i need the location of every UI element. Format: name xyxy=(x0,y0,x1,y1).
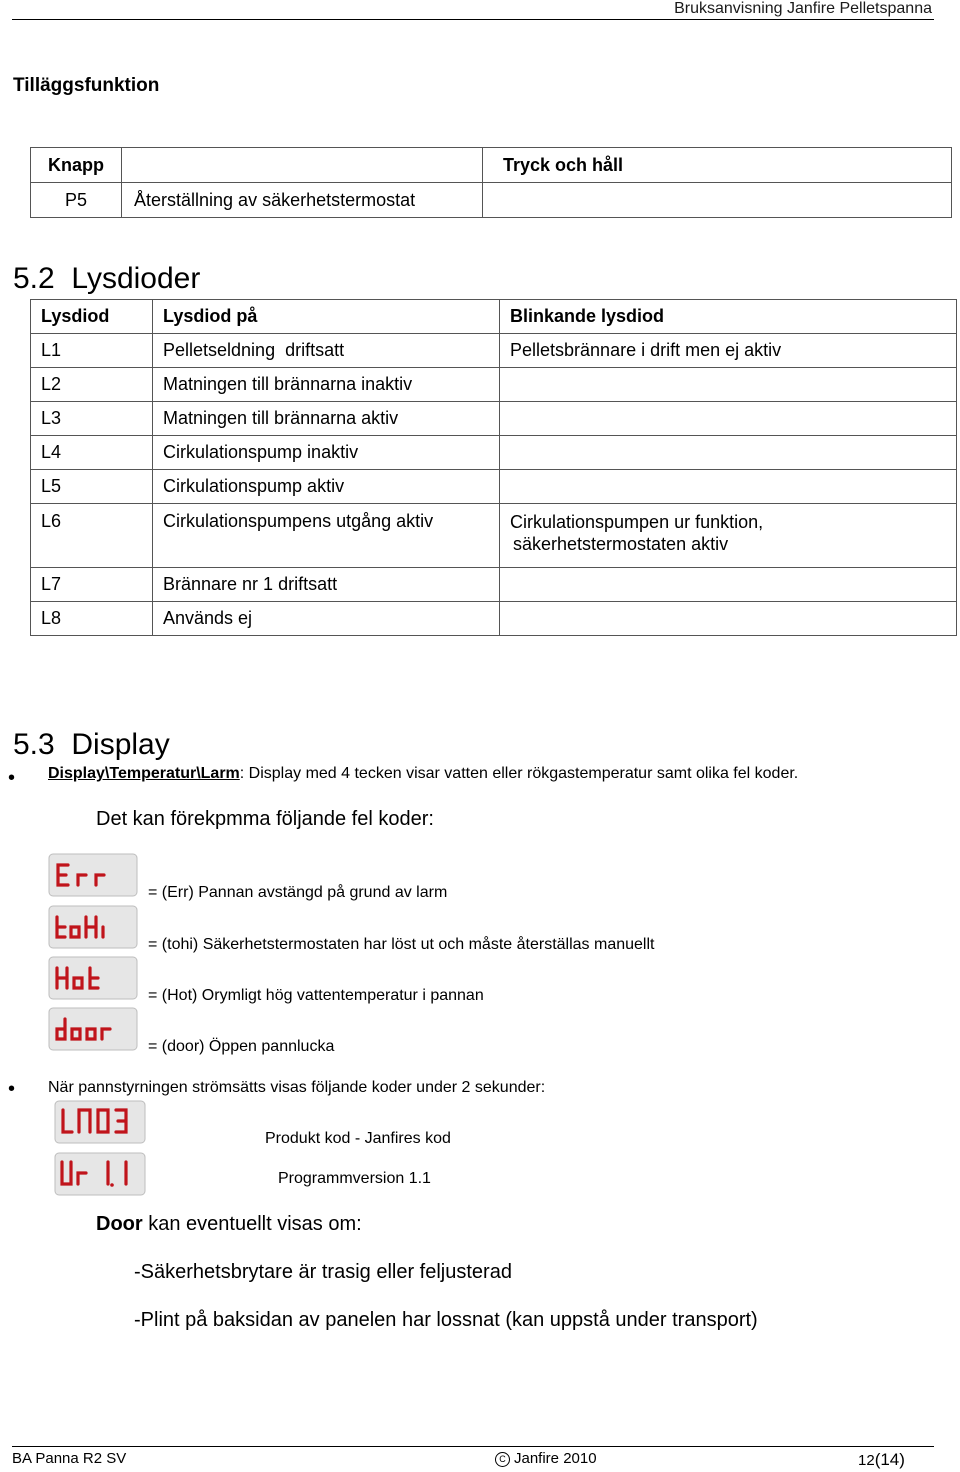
cell-function: Återställning av säkerhetstermostat xyxy=(122,183,483,218)
header-cell-knapp: Knapp xyxy=(31,148,122,183)
cell-led-blink xyxy=(500,436,957,470)
door-intro xyxy=(96,1213,362,1236)
footer-document-id: BA Panna R2 SV xyxy=(12,1450,127,1467)
footer-copyright-text: Janfire 2010 xyxy=(514,1450,597,1467)
table-row xyxy=(31,470,957,504)
cell-led-on: Används ej xyxy=(153,602,500,636)
bullet-icon: • xyxy=(8,767,16,789)
header-cell-blinkande: Blinkande lysdiod xyxy=(500,300,957,334)
cell-led-on: Cirkulationspumpens utgång aktiv xyxy=(153,504,500,568)
section-heading-display: 5.3 Display xyxy=(13,728,170,761)
footer-page-number xyxy=(858,1450,905,1470)
code-desc-door: = (door) Öppen pannlucka xyxy=(148,1038,335,1055)
cell-led-id: L7 xyxy=(31,568,153,602)
cell-led-blink xyxy=(500,504,957,568)
cell-led-blink-line2: säkerhetstermostaten aktiv xyxy=(513,534,729,554)
extra-function-title: Tilläggsfunktion xyxy=(13,75,160,96)
cell-led-blink xyxy=(500,368,957,402)
display-description xyxy=(48,765,798,783)
footer-rule xyxy=(12,1446,934,1447)
display-ln03-icon xyxy=(54,1100,146,1144)
display-vr11-icon xyxy=(54,1152,146,1196)
cell-led-id: L2 xyxy=(31,368,153,402)
cell-led-blink xyxy=(500,568,957,602)
cell-led-blink xyxy=(500,402,957,436)
bullet-icon: • xyxy=(8,1078,16,1100)
table-row xyxy=(31,602,957,636)
cell-led-on: Cirkulationspump inaktiv xyxy=(153,436,500,470)
footer-copyright xyxy=(495,1450,597,1467)
page-current: 12 xyxy=(858,1452,875,1469)
extra-function-table xyxy=(30,147,952,218)
header-cell-tryck: Tryck och håll xyxy=(483,148,952,183)
cell-led-on: Matningen till brännarna aktiv xyxy=(153,402,500,436)
power-on-description: När pannstyrningen strömsätts visas följande koder under 2 sekunder: xyxy=(48,1079,546,1096)
door-intro-rest: kan eventuellt visas om: xyxy=(142,1213,362,1235)
table-row xyxy=(31,568,957,602)
product-code-desc: Produkt kod - Janfires kod xyxy=(265,1130,451,1147)
header-cell-lysdiod: Lysdiod xyxy=(31,300,153,334)
section-heading-lysdioder: 5.2 Lysdioder xyxy=(13,262,201,295)
cell-led-blink xyxy=(500,470,957,504)
table-row xyxy=(31,436,957,470)
display-tohi-icon xyxy=(48,905,138,949)
door-cause-item: -Plint på baksidan av panelen har lossnat (kan uppstå under transport) xyxy=(134,1309,758,1331)
table-row xyxy=(31,334,957,368)
cell-led-on: Matningen till brännarna inaktiv xyxy=(153,368,500,402)
cell-led-blink-line1: Cirkulationspumpen ur funktion, xyxy=(510,512,764,532)
door-cause-item: -Säkerhetsbrytare är trasig eller feljusterad xyxy=(134,1261,512,1283)
copyright-icon: C xyxy=(495,1452,510,1467)
display-label: Display\Temperatur\Larm xyxy=(48,765,240,782)
door-intro-bold: Door xyxy=(96,1213,143,1235)
cell-led-blink: Pelletsbrännare i drift men ej aktiv xyxy=(500,334,957,368)
cell-led-id: L5 xyxy=(31,470,153,504)
code-desc-err: = (Err) Pannan avstängd på grund av larm xyxy=(148,884,448,901)
cell-led-id: L4 xyxy=(31,436,153,470)
table-row xyxy=(31,402,957,436)
code-desc-hot: = (Hot) Orymligt hög vattentemperatur i pannan xyxy=(148,987,484,1004)
led-table xyxy=(30,299,957,636)
table-header-row xyxy=(31,148,952,183)
cell-led-blink xyxy=(500,602,957,636)
code-desc-tohi: = (tohi) Säkerhetstermostaten har löst ut och måste återställas manuellt xyxy=(148,936,655,953)
display-text: : Display med 4 tecken visar vatten eller rökgastemperatur samt olika fel koder. xyxy=(239,765,799,782)
display-err-icon xyxy=(48,853,138,897)
cell-led-on: Brännare nr 1 driftsatt xyxy=(153,568,500,602)
cell-led-id: L3 xyxy=(31,402,153,436)
cell-led-id: L1 xyxy=(31,334,153,368)
header-cell-lysdiod-pa: Lysdiod på xyxy=(153,300,500,334)
table-header-row xyxy=(31,300,957,334)
table-row xyxy=(31,183,952,218)
table-row xyxy=(31,368,957,402)
table-row xyxy=(31,504,957,568)
display-door-icon xyxy=(48,1007,138,1051)
cell-led-on: Cirkulationspump aktiv xyxy=(153,470,500,504)
cell-led-id: L6 xyxy=(31,504,153,568)
cell-hold xyxy=(483,183,952,218)
cell-button-id: P5 xyxy=(31,183,122,218)
cell-led-id: L8 xyxy=(31,602,153,636)
header-rule xyxy=(12,19,934,20)
header-cell-empty xyxy=(122,148,483,183)
display-hot-icon xyxy=(48,956,138,1000)
page-header-title: Bruksanvisning Janfire Pelletspanna xyxy=(674,0,932,17)
error-codes-intro: Det kan förekpmma följande fel koder: xyxy=(96,808,434,830)
page-total: (14) xyxy=(874,1450,905,1469)
program-version-desc: Programmversion 1.1 xyxy=(278,1170,431,1187)
cell-led-on: Pelletseldning driftsatt xyxy=(153,334,500,368)
